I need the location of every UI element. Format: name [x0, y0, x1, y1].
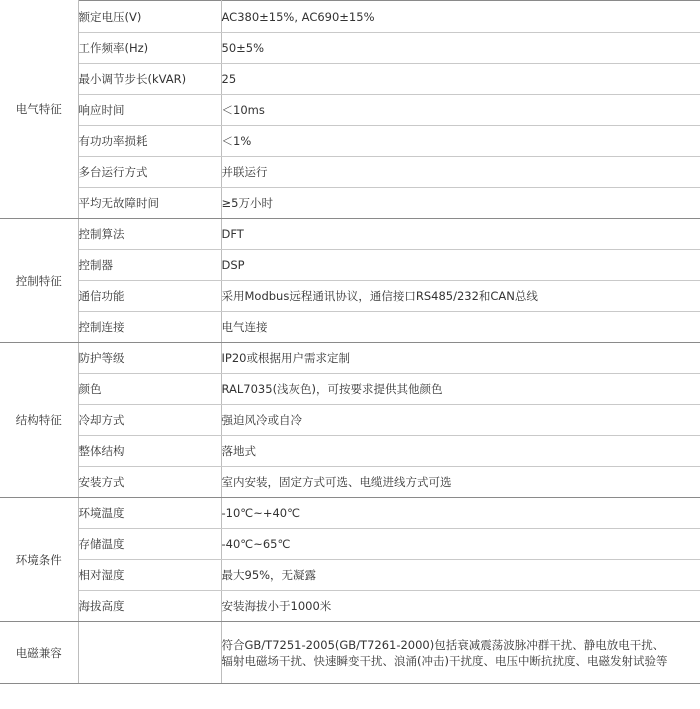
param-value: 并联运行 [221, 157, 700, 188]
category-cell: 电气特征 [0, 1, 78, 219]
param-value: DFT [221, 219, 700, 250]
param-value: -10℃~+40℃ [221, 498, 700, 529]
table-row [0, 405, 700, 436]
param-label: 额定电压(V) [78, 1, 221, 33]
param-value: ≥5万小时 [221, 188, 700, 219]
param-label: 冷却方式 [78, 405, 221, 436]
param-label: 控制连接 [78, 312, 221, 343]
table-row [0, 374, 700, 405]
category-cell: 电磁兼容 [0, 622, 78, 684]
table-row [0, 33, 700, 64]
table-row [0, 64, 700, 95]
table-row [0, 529, 700, 560]
table-row [0, 219, 700, 250]
param-value: -40℃~65℃ [221, 529, 700, 560]
param-label: 整体结构 [78, 436, 221, 467]
param-label [78, 622, 221, 684]
param-value: AC380±15%, AC690±15% [221, 1, 700, 33]
param-label: 控制器 [78, 250, 221, 281]
param-value: 采用Modbus远程通讯协议，通信接口RS485/232和CAN总线 [221, 281, 700, 312]
table-row [0, 95, 700, 126]
param-value: 落地式 [221, 436, 700, 467]
table-row [0, 1, 700, 33]
table-row [0, 281, 700, 312]
category-cell: 环境条件 [0, 498, 78, 622]
category-cell: 控制特征 [0, 219, 78, 343]
table-row [0, 157, 700, 188]
table-row [0, 498, 700, 529]
param-label: 平均无故障时间 [78, 188, 221, 219]
param-label: 存储温度 [78, 529, 221, 560]
param-value: RAL7035(浅灰色)，可按要求提供其他颜色 [221, 374, 700, 405]
table-row [0, 312, 700, 343]
param-value: 50±5% [221, 33, 700, 64]
param-value: 电气连接 [221, 312, 700, 343]
table-row [0, 560, 700, 591]
param-value: 25 [221, 64, 700, 95]
param-value: ＜10ms [221, 95, 700, 126]
param-label: 环境温度 [78, 498, 221, 529]
param-label: 最小调节步长(kVAR) [78, 64, 221, 95]
param-label: 有功功率损耗 [78, 126, 221, 157]
param-value: 安装海拔小于1000米 [221, 591, 700, 622]
table-row [0, 436, 700, 467]
param-value [221, 622, 700, 684]
param-label: 响应时间 [78, 95, 221, 126]
param-value: 室内安装，固定方式可选、电缆进线方式可选 [221, 467, 700, 498]
param-value: 最大95%，无凝露 [221, 560, 700, 591]
param-value-line: 辐射电磁场干扰、快速瞬变干扰、浪涌(冲击)干扰度、电压中断抗扰度、电磁发射试验等 [221, 653, 668, 668]
table-row [0, 467, 700, 498]
param-label: 多台运行方式 [78, 157, 221, 188]
table-row [0, 591, 700, 622]
param-label: 通信功能 [78, 281, 221, 312]
param-value-line: 符合GB/T7251-2005(GB/T7261-2000)包括衰减震荡波脉冲群干扰、静电放电干扰、 [221, 637, 665, 652]
table-row [0, 250, 700, 281]
param-label: 控制算法 [78, 219, 221, 250]
param-value: 强迫风冷或自冷 [221, 405, 700, 436]
table-row [0, 622, 700, 684]
category-cell: 结构特征 [0, 343, 78, 498]
param-label: 海拔高度 [78, 591, 221, 622]
param-label: 工作频率(Hz) [78, 33, 221, 64]
param-label: 相对湿度 [78, 560, 221, 591]
param-label: 安装方式 [78, 467, 221, 498]
table-row [0, 188, 700, 219]
param-value: IP20或根据用户需求定制 [221, 343, 700, 374]
table-row [0, 126, 700, 157]
table-row [0, 343, 700, 374]
param-value: ＜1% [221, 126, 700, 157]
param-value: DSP [221, 250, 700, 281]
param-label: 防护等级 [78, 343, 221, 374]
param-label: 颜色 [78, 374, 221, 405]
